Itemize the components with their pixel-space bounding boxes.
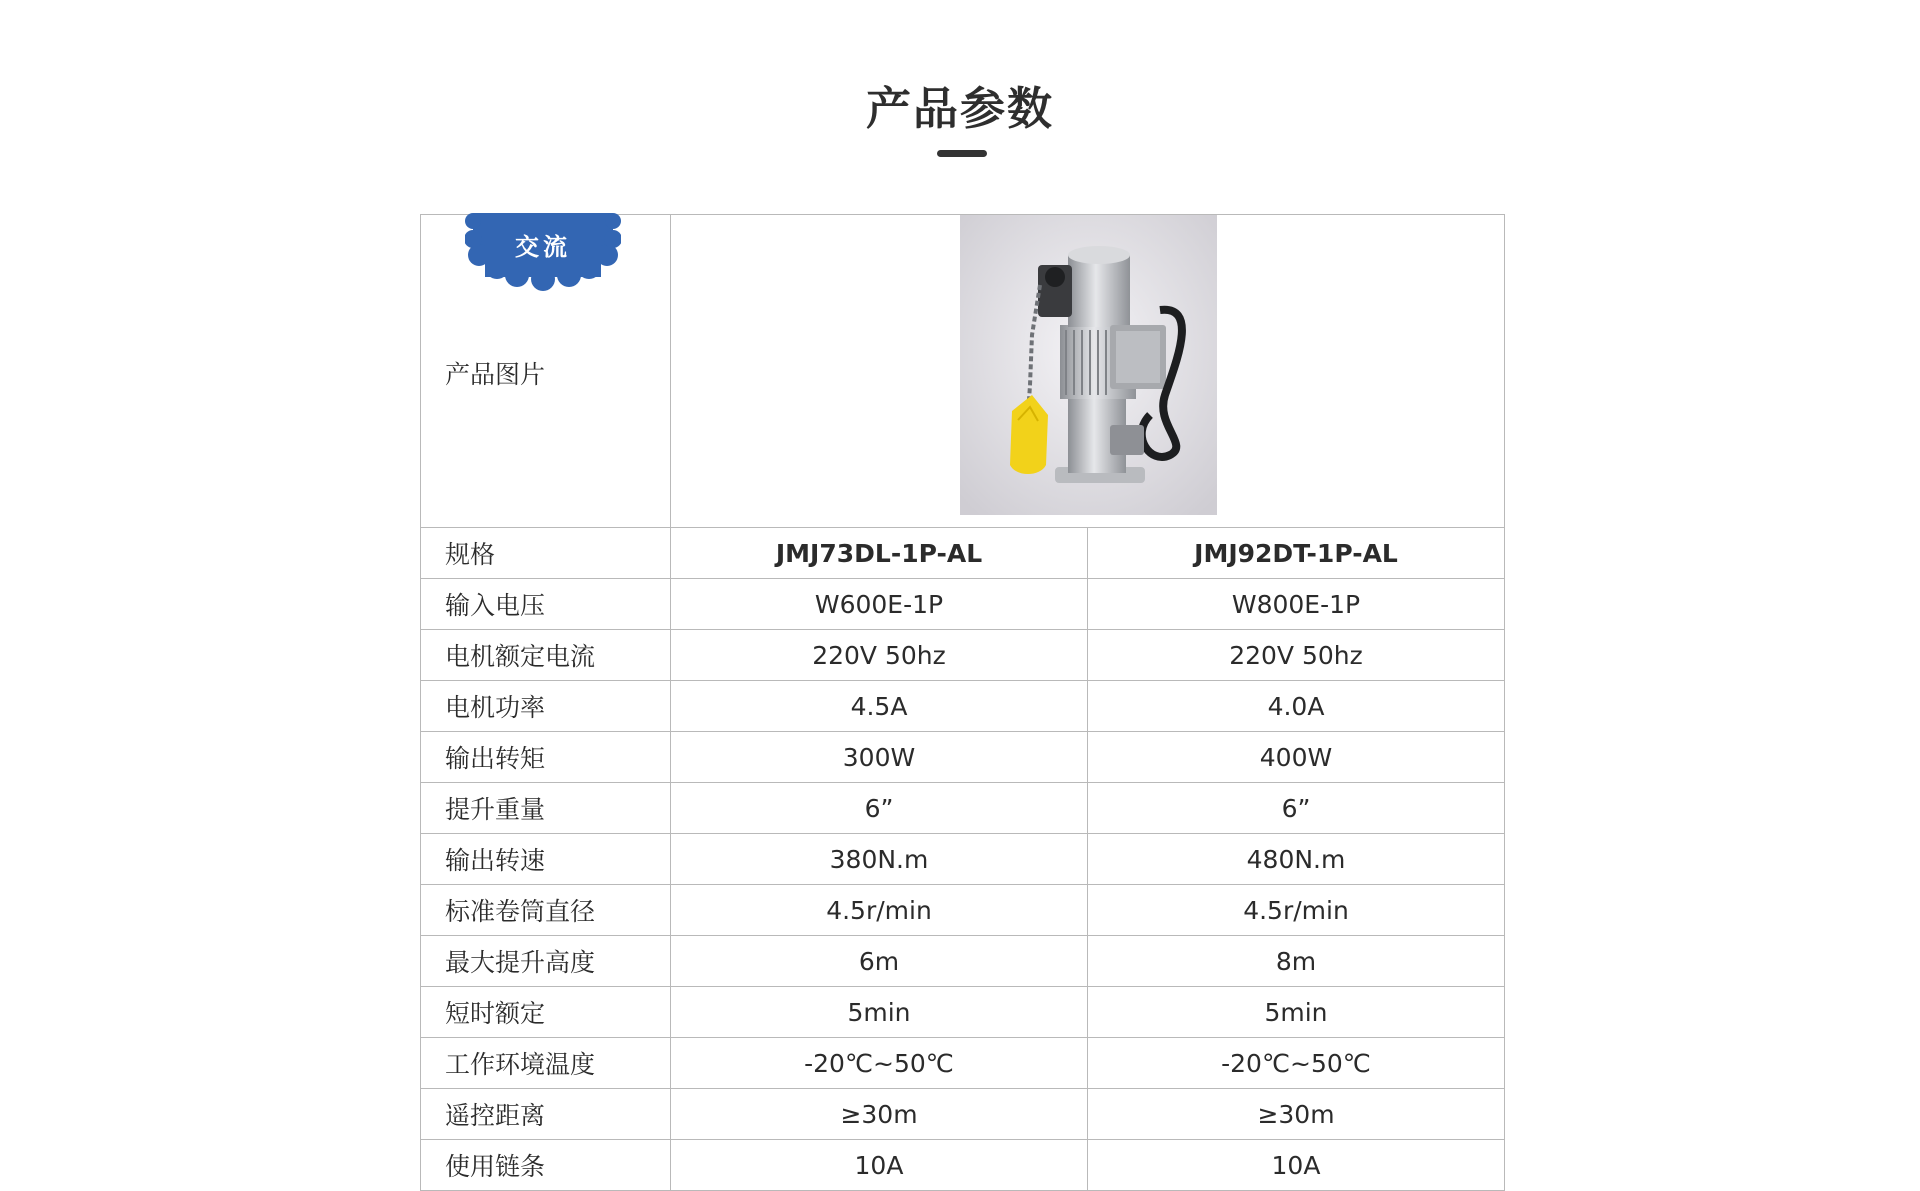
- table-row: [421, 1140, 1505, 1191]
- model-name-cell: JMJ92DT-1P-AL: [1088, 528, 1505, 579]
- row-label: 使用链条: [421, 1140, 671, 1191]
- row-label: 规格: [421, 528, 671, 579]
- spec-table: [420, 214, 1505, 1191]
- ac-badge: [465, 213, 621, 291]
- row-label: 遥控距离: [421, 1089, 671, 1140]
- row-label: 标准卷筒直径: [421, 885, 671, 936]
- title-underline: [937, 150, 987, 157]
- value-cell: 8m: [1088, 936, 1505, 987]
- value-cell: ≥30m: [671, 1089, 1088, 1140]
- value-cell: 10A: [1088, 1140, 1505, 1191]
- value-cell: -20℃~50℃: [1088, 1038, 1505, 1089]
- table-row: [421, 885, 1505, 936]
- table-row: [421, 783, 1505, 834]
- row-label: 电机额定电流: [421, 630, 671, 681]
- value-cell: 6”: [1088, 783, 1505, 834]
- row-label: 短时额定: [421, 987, 671, 1038]
- table-row: [421, 1089, 1505, 1140]
- row-label: 最大提升高度: [421, 936, 671, 987]
- value-cell: 5min: [1088, 987, 1505, 1038]
- value-cell: 6”: [671, 783, 1088, 834]
- image-row-label: 产品图片: [445, 360, 546, 389]
- value-cell: 220V 50hz: [671, 630, 1088, 681]
- table-row: [421, 630, 1505, 681]
- row-label: 输出转矩: [421, 732, 671, 783]
- table-row: [421, 681, 1505, 732]
- value-cell: 400W: [1088, 732, 1505, 783]
- table-row: [421, 834, 1505, 885]
- value-cell: 6m: [671, 936, 1088, 987]
- value-cell: ≥30m: [1088, 1089, 1505, 1140]
- value-cell: 4.5r/min: [1088, 885, 1505, 936]
- value-cell: 10A: [671, 1140, 1088, 1191]
- value-cell: W600E-1P: [671, 579, 1088, 630]
- image-row-label-cell: [421, 215, 671, 528]
- page-title: 产品参数: [865, 82, 1054, 135]
- table-row: [421, 528, 1505, 579]
- roller-door-motor-photo-icon: [960, 215, 1217, 515]
- image-row: [421, 215, 1505, 528]
- badge-label: 交流: [515, 233, 571, 261]
- value-cell: 5min: [671, 987, 1088, 1038]
- product-image-cell: [671, 215, 1505, 528]
- row-label: 输入电压: [421, 579, 671, 630]
- model-name-cell: JMJ73DL-1P-AL: [671, 528, 1088, 579]
- value-cell: 4.5r/min: [671, 885, 1088, 936]
- spec-rows: [421, 528, 1505, 1191]
- table-row: [421, 987, 1505, 1038]
- table-row: [421, 936, 1505, 987]
- value-cell: W800E-1P: [1088, 579, 1505, 630]
- value-cell: 4.0A: [1088, 681, 1505, 732]
- table-row: [421, 579, 1505, 630]
- value-cell: 480N.m: [1088, 834, 1505, 885]
- value-cell: 220V 50hz: [1088, 630, 1505, 681]
- row-label: 电机功率: [421, 681, 671, 732]
- table-row: [421, 1038, 1505, 1089]
- value-cell: 4.5A: [671, 681, 1088, 732]
- value-cell: -20℃~50℃: [671, 1038, 1088, 1089]
- row-label: 工作环境温度: [421, 1038, 671, 1089]
- value-cell: 300W: [671, 732, 1088, 783]
- table-row: [421, 732, 1505, 783]
- value-cell: 380N.m: [671, 834, 1088, 885]
- row-label: 提升重量: [421, 783, 671, 834]
- row-label: 输出转速: [421, 834, 671, 885]
